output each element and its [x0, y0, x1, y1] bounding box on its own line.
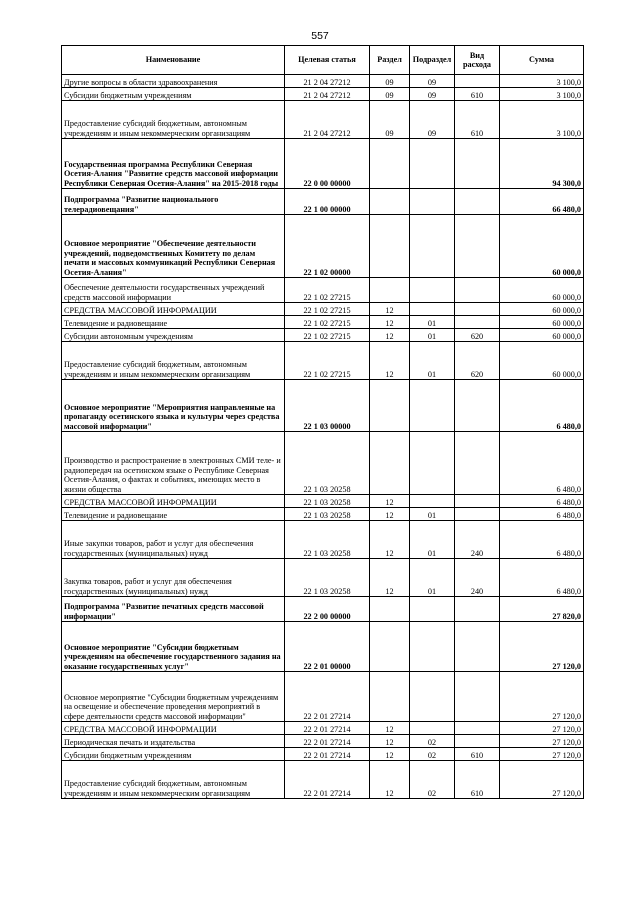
row-name-cell: Иные закупки товаров, работ и услуг для обеспечения государственных (муниципальных) нужд: [62, 521, 285, 559]
row-target-article-cell: 22 2 01 27214: [285, 722, 370, 735]
page-number: 557: [311, 30, 329, 42]
row-expense-type-cell: 240: [455, 559, 500, 597]
table-row: [62, 189, 584, 215]
table-row: [62, 380, 584, 432]
table-row: [62, 278, 584, 303]
row-subsection-cell: 01: [410, 559, 455, 597]
table-row: [62, 508, 584, 521]
row-name-cell: Основное мероприятие "Обеспечение деятельности учреждений, подведомственных Комитету по делам печати и массовых коммуникаций Республики Северная Осетия-Алания": [62, 215, 285, 278]
row-sum-cell: 60 000,0: [500, 278, 584, 303]
row-sum-cell: 6 480,0: [500, 495, 584, 508]
table-row: [62, 342, 584, 380]
row-name-cell: Подпрограмма "Развитие национального телерадиовещания": [62, 189, 285, 215]
row-name-cell: Телевидение и радиовещание: [62, 316, 285, 329]
row-target-article-cell: 22 1 02 27215: [285, 342, 370, 380]
row-subsection-cell: [410, 622, 455, 672]
table-row: [62, 597, 584, 622]
row-expense-type-cell: [455, 508, 500, 521]
table-row: [62, 735, 584, 748]
row-sum-cell: 27 120,0: [500, 735, 584, 748]
row-section-cell: [370, 380, 410, 432]
row-name-cell: Предоставление субсидий бюджетным, автономным учреждениям и иным некоммерческим организациям: [62, 101, 285, 139]
row-target-article-cell: 22 1 03 20258: [285, 559, 370, 597]
row-section-cell: 12: [370, 735, 410, 748]
row-section-cell: 09: [370, 75, 410, 88]
row-sum-cell: 60 000,0: [500, 215, 584, 278]
row-name-cell: СРЕДСТВА МАССОВОЙ ИНФОРМАЦИИ: [62, 303, 285, 316]
table-row: [62, 303, 584, 316]
row-target-article-cell: 22 1 02 27215: [285, 303, 370, 316]
header-target-article: Целевая статья: [285, 46, 370, 75]
row-expense-type-cell: [455, 672, 500, 722]
row-subsection-cell: 09: [410, 75, 455, 88]
table-row: [62, 432, 584, 495]
row-target-article-cell: 22 2 01 27214: [285, 672, 370, 722]
row-name-cell: Основное мероприятие "Мероприятия направленные на пропаганду осетинского языка и культуры через средства массовой информации": [62, 380, 285, 432]
row-target-article-cell: 22 0 00 00000: [285, 139, 370, 189]
row-target-article-cell: 22 2 01 27214: [285, 748, 370, 761]
row-subsection-cell: [410, 722, 455, 735]
row-sum-cell: 3 100,0: [500, 88, 584, 101]
row-subsection-cell: [410, 380, 455, 432]
row-subsection-cell: [410, 597, 455, 622]
row-name-cell: Основное мероприятие "Субсидии бюджетным учреждениям на обеспечение государственного задания на оказание государственных услуг": [62, 622, 285, 672]
row-subsection-cell: 01: [410, 342, 455, 380]
row-expense-type-cell: 610: [455, 101, 500, 139]
row-target-article-cell: 21 2 04 27212: [285, 101, 370, 139]
row-sum-cell: 27 120,0: [500, 622, 584, 672]
row-section-cell: [370, 189, 410, 215]
row-target-article-cell: 21 2 04 27212: [285, 75, 370, 88]
table-header-row: [62, 46, 584, 75]
row-name-cell: Субсидии бюджетным учреждениям: [62, 748, 285, 761]
table-row: [62, 559, 584, 597]
row-subsection-cell: 02: [410, 748, 455, 761]
row-sum-cell: 60 000,0: [500, 303, 584, 316]
row-expense-type-cell: [455, 622, 500, 672]
row-sum-cell: 6 480,0: [500, 432, 584, 495]
row-target-article-cell: 22 2 01 27214: [285, 761, 370, 799]
row-expense-type-cell: [455, 139, 500, 189]
row-target-article-cell: 22 1 03 20258: [285, 495, 370, 508]
header-section: Раздел: [370, 46, 410, 75]
row-subsection-cell: 01: [410, 316, 455, 329]
row-section-cell: 09: [370, 101, 410, 139]
row-expense-type-cell: [455, 722, 500, 735]
row-subsection-cell: 09: [410, 101, 455, 139]
row-sum-cell: 27 120,0: [500, 672, 584, 722]
table-row: [62, 75, 584, 88]
row-sum-cell: 6 480,0: [500, 508, 584, 521]
row-subsection-cell: 01: [410, 329, 455, 342]
table-body: [62, 75, 584, 799]
row-sum-cell: 66 480,0: [500, 189, 584, 215]
row-name-cell: Телевидение и радиовещание: [62, 508, 285, 521]
row-subsection-cell: 02: [410, 761, 455, 799]
row-target-article-cell: 21 2 04 27212: [285, 88, 370, 101]
row-sum-cell: 27 120,0: [500, 722, 584, 735]
header-subsection: Подраздел: [410, 46, 455, 75]
row-section-cell: 12: [370, 316, 410, 329]
table-row: [62, 761, 584, 799]
row-expense-type-cell: [455, 189, 500, 215]
row-expense-type-cell: 620: [455, 329, 500, 342]
row-expense-type-cell: 610: [455, 88, 500, 101]
table-row: [62, 722, 584, 735]
row-name-cell: СРЕДСТВА МАССОВОЙ ИНФОРМАЦИИ: [62, 722, 285, 735]
row-name-cell: Субсидии автономным учреждениям: [62, 329, 285, 342]
row-name-cell: Государственная программа Республики Северная Осетия-Алания "Развитие средств массовой информации Республики Северная Осетия-Алания" на 2015-2018 годы: [62, 139, 285, 189]
row-target-article-cell: 22 1 02 27215: [285, 278, 370, 303]
row-sum-cell: 27 120,0: [500, 748, 584, 761]
table-row: [62, 215, 584, 278]
row-subsection-cell: [410, 672, 455, 722]
table-row: [62, 316, 584, 329]
row-section-cell: [370, 672, 410, 722]
row-expense-type-cell: [455, 597, 500, 622]
row-subsection-cell: [410, 303, 455, 316]
row-subsection-cell: 01: [410, 521, 455, 559]
row-expense-type-cell: [455, 735, 500, 748]
row-sum-cell: 6 480,0: [500, 521, 584, 559]
row-target-article-cell: 22 1 03 20258: [285, 508, 370, 521]
row-section-cell: [370, 278, 410, 303]
row-section-cell: 12: [370, 303, 410, 316]
row-section-cell: 12: [370, 559, 410, 597]
row-sum-cell: 60 000,0: [500, 316, 584, 329]
row-expense-type-cell: 610: [455, 761, 500, 799]
row-name-cell: Субсидии бюджетным учреждениям: [62, 88, 285, 101]
row-subsection-cell: [410, 432, 455, 495]
row-sum-cell: 60 000,0: [500, 342, 584, 380]
row-expense-type-cell: [455, 303, 500, 316]
row-sum-cell: 60 000,0: [500, 329, 584, 342]
row-subsection-cell: [410, 189, 455, 215]
row-section-cell: 12: [370, 748, 410, 761]
row-target-article-cell: 22 2 01 00000: [285, 622, 370, 672]
row-subsection-cell: [410, 139, 455, 189]
row-subsection-cell: [410, 495, 455, 508]
header-expense-type: Вид расхода: [455, 46, 500, 75]
row-expense-type-cell: [455, 495, 500, 508]
row-name-cell: СРЕДСТВА МАССОВОЙ ИНФОРМАЦИИ: [62, 495, 285, 508]
row-subsection-cell: 09: [410, 88, 455, 101]
row-name-cell: Периодическая печать и издательства: [62, 735, 285, 748]
row-target-article-cell: 22 1 03 20258: [285, 521, 370, 559]
table-row: [62, 495, 584, 508]
header-sum: Сумма: [500, 46, 584, 75]
row-section-cell: [370, 139, 410, 189]
row-section-cell: [370, 432, 410, 495]
row-section-cell: [370, 622, 410, 672]
row-name-cell: Другие вопросы в области здравоохранения: [62, 75, 285, 88]
table-row: [62, 88, 584, 101]
row-section-cell: 12: [370, 521, 410, 559]
row-name-cell: Обеспечение деятельности государственных учреждений средств массовой информации: [62, 278, 285, 303]
row-name-cell: Предоставление субсидий бюджетным, автономным учреждениям и иным некоммерческим организациям: [62, 342, 285, 380]
table-row: [62, 139, 584, 189]
row-section-cell: 12: [370, 761, 410, 799]
row-sum-cell: 3 100,0: [500, 101, 584, 139]
row-section-cell: 12: [370, 508, 410, 521]
row-target-article-cell: 22 1 02 00000: [285, 215, 370, 278]
row-target-article-cell: 22 1 03 00000: [285, 380, 370, 432]
row-name-cell: Подпрограмма "Развитие печатных средств массовой информации": [62, 597, 285, 622]
row-sum-cell: 6 480,0: [500, 559, 584, 597]
row-expense-type-cell: 240: [455, 521, 500, 559]
row-expense-type-cell: 620: [455, 342, 500, 380]
row-sum-cell: 6 480,0: [500, 380, 584, 432]
row-sum-cell: 94 300,0: [500, 139, 584, 189]
row-name-cell: Производство и распространение в электронных СМИ теле- и радиопередач на осетинском языке о Республике Северная Осетия-Алания, о фактах и событиях, имеющих место в жизни общества: [62, 432, 285, 495]
table-row: [62, 329, 584, 342]
row-section-cell: [370, 597, 410, 622]
budget-table: [61, 45, 584, 799]
row-sum-cell: 27 120,0: [500, 761, 584, 799]
row-subsection-cell: [410, 215, 455, 278]
row-subsection-cell: 01: [410, 508, 455, 521]
row-subsection-cell: 02: [410, 735, 455, 748]
row-section-cell: 12: [370, 342, 410, 380]
row-target-article-cell: 22 1 03 20258: [285, 432, 370, 495]
row-expense-type-cell: [455, 380, 500, 432]
row-expense-type-cell: [455, 278, 500, 303]
table-row: [62, 521, 584, 559]
row-section-cell: 12: [370, 495, 410, 508]
table-row: [62, 622, 584, 672]
row-target-article-cell: 22 1 02 27215: [285, 316, 370, 329]
row-name-cell: Основное мероприятие "Субсидии бюджетным учреждениям на освещение и обеспечение проведения мероприятий в сфере деятельности средств массовой информации": [62, 672, 285, 722]
table-row: [62, 101, 584, 139]
row-section-cell: [370, 215, 410, 278]
row-section-cell: 12: [370, 722, 410, 735]
row-target-article-cell: 22 2 00 00000: [285, 597, 370, 622]
row-expense-type-cell: [455, 432, 500, 495]
row-sum-cell: 3 100,0: [500, 75, 584, 88]
header-name: Наименование: [62, 46, 285, 75]
row-target-article-cell: 22 2 01 27214: [285, 735, 370, 748]
row-name-cell: Закупка товаров, работ и услуг для обеспечения государственных (муниципальных) нужд: [62, 559, 285, 597]
row-target-article-cell: 22 1 02 27215: [285, 329, 370, 342]
row-expense-type-cell: [455, 316, 500, 329]
row-name-cell: Предоставление субсидий бюджетным, автономным учреждениям и иным некоммерческим организациям: [62, 761, 285, 799]
row-expense-type-cell: [455, 75, 500, 88]
row-expense-type-cell: [455, 215, 500, 278]
row-expense-type-cell: 610: [455, 748, 500, 761]
row-section-cell: 12: [370, 329, 410, 342]
row-section-cell: 09: [370, 88, 410, 101]
row-target-article-cell: 22 1 00 00000: [285, 189, 370, 215]
row-sum-cell: 27 820,0: [500, 597, 584, 622]
table-row: [62, 672, 584, 722]
table-row: [62, 748, 584, 761]
row-subsection-cell: [410, 278, 455, 303]
